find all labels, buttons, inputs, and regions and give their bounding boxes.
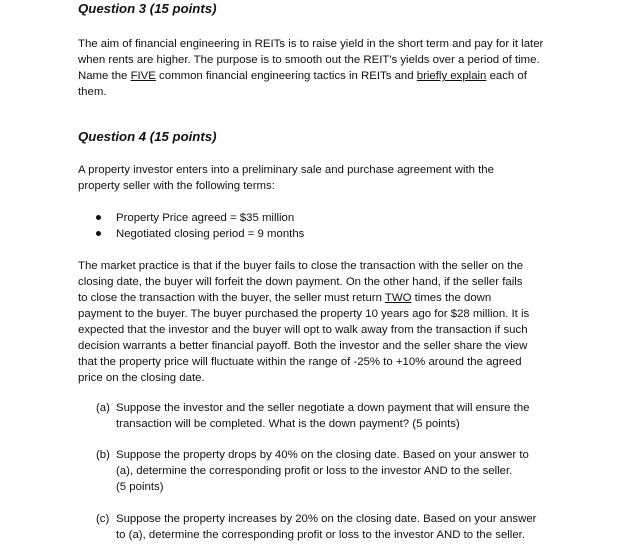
part-b-line-3: (5 points) (116, 481, 164, 493)
market-line-8: price on the closing date. (78, 372, 205, 384)
market-line-1: The market practice is that if the buyer fails to close the transaction with the seller on the (78, 260, 524, 272)
part-b-label: (b) (96, 449, 110, 461)
list-item (96, 226, 304, 242)
market-line-7: that the property price will fluctuate within the range of -25% to +10% around the agreed (78, 356, 522, 368)
q3-line-2a: when rents are higher. (78, 54, 191, 66)
question-part-c (96, 511, 576, 543)
question-3-heading: Question 3 (15 points) (78, 1, 217, 16)
market-line-6: decision warrants a better financial payoff. Both the investor and the seller share the view (78, 340, 528, 352)
q3-line-2b: The purpose is to smooth out the REIT's yields over a period of time. (190, 54, 540, 66)
q3-briefly-explain-underlined: briefly explain (416, 70, 487, 82)
q3-line-3c: each of (486, 70, 527, 82)
bullet-icon (96, 215, 101, 220)
market-line-3b: times the down (411, 292, 492, 304)
bullet-icon (96, 231, 101, 236)
part-a-line-2: transaction will be completed. What is the down payment? (5 points) (116, 418, 460, 430)
q3-line-3a: Name the (78, 70, 131, 82)
question-4-intro (78, 162, 578, 194)
terms-bullet-list (96, 210, 304, 242)
part-a-text (116, 400, 576, 432)
question-4-heading: Question 4 (15 points) (78, 129, 217, 144)
q3-line-1: The aim of financial engineering in REITs is to raise yield in the short term and pay for it later (78, 38, 544, 50)
market-line-2: closing date, the buyer will forfeit the down payment. On the other hand, if the seller fails (78, 276, 523, 288)
q3-line-3b: common financial engineering tactics in REITs and (155, 70, 417, 82)
question-part-a (96, 400, 576, 432)
list-item (96, 210, 304, 226)
part-c-text (116, 511, 576, 543)
q4-intro-line-1: A property investor enters into a preliminary sale and purchase agreement with the (78, 164, 494, 176)
market-two-underlined: TWO (384, 292, 412, 304)
market-line-4: payment to the buyer. The buyer purchased the property 10 years ago for $28 million. It is (78, 308, 530, 320)
part-b-text (116, 447, 576, 495)
market-line-3a: to close the transaction with the buyer, the seller must return (78, 292, 385, 304)
market-line-3 (78, 290, 578, 306)
part-b-line-1: Suppose the property drops by 40% on the closing date. Based on your answer to (116, 449, 529, 461)
market-practice-paragraph (78, 258, 578, 386)
q3-line-4: them. (78, 86, 107, 98)
part-b-line-2: (a), determine the corresponding profit or loss to the investor AND to the seller. (116, 465, 513, 477)
bullet-text: Property Price agreed = $35 million (116, 212, 295, 224)
q3-line-3 (78, 68, 578, 84)
question-part-b (96, 447, 576, 495)
q3-line-2 (78, 52, 578, 68)
part-a-line-1: Suppose the investor and the seller negotiate a down payment that will ensure the (116, 402, 530, 414)
part-c-label: (c) (96, 513, 110, 525)
part-c-line-1: Suppose the property increases by 20% on the closing date. Based on your answer (116, 513, 537, 525)
bullet-text: Negotiated closing period = 9 months (116, 228, 305, 240)
q3-five-underlined: FIVE (130, 70, 156, 82)
q4-intro-line-2: property seller with the following terms: (78, 180, 275, 192)
part-a-label: (a) (96, 402, 110, 414)
question-3-paragraph (78, 36, 578, 100)
market-line-5: expected that the investor and the buyer will opt to walk away from the transaction if such (78, 324, 528, 336)
part-c-line-2: to (a), determine the corresponding profit or loss to the investor AND to the seller. (116, 529, 525, 541)
